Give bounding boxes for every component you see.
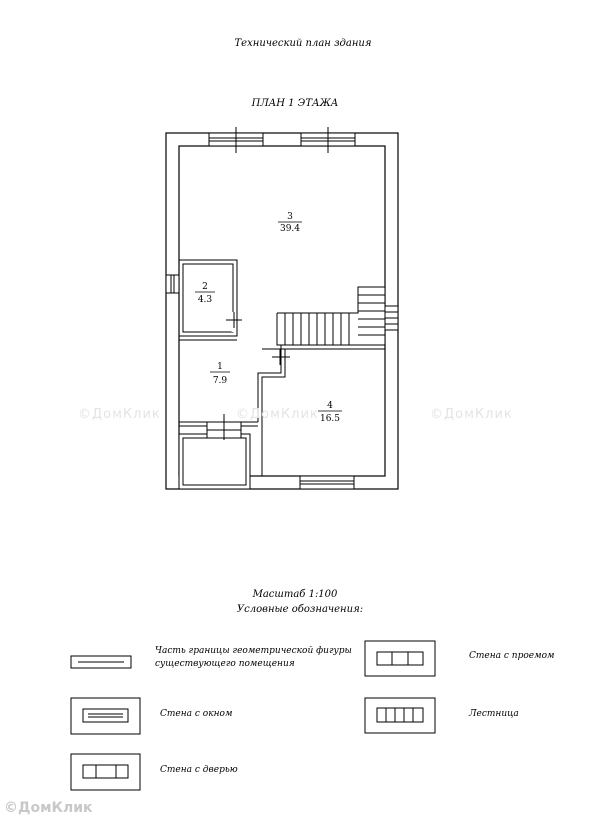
- watermark: ©ДомКлик: [236, 407, 319, 422]
- legend-opening-label: Стена с проемом: [469, 651, 555, 661]
- room-4-label: [318, 401, 342, 424]
- window-top-right: [301, 127, 355, 153]
- legend-stairs-label: Лестница: [469, 709, 519, 719]
- wall-opening-right: [385, 306, 398, 330]
- room-2-area: 4.3: [197, 295, 213, 305]
- vestibule: [179, 414, 250, 489]
- room-2-number: 2: [202, 282, 208, 292]
- legend-opening-symbol: [365, 641, 435, 676]
- room-1-number: 1: [217, 362, 223, 372]
- legend-door-symbol: [71, 754, 140, 790]
- window-top-left: [209, 127, 263, 153]
- watermark: ©ДомКлик: [430, 407, 513, 422]
- room-1-label: [210, 362, 230, 386]
- room-3-label: [278, 212, 302, 234]
- document-title: Технический план здания: [234, 38, 372, 49]
- legend-boundary-label: Часть границы геометрической фигуры существующего помещения: [155, 646, 352, 669]
- floor-title: ПЛАН 1 ЭТАЖА: [251, 98, 339, 109]
- legend-door-label: Стена с дверью: [160, 765, 238, 775]
- window-left: [166, 275, 179, 293]
- legend-boundary-symbol: [71, 656, 131, 668]
- legend-window-label: Стена с окном: [160, 709, 233, 719]
- stairs: [277, 287, 385, 345]
- room-3-area: 39.4: [279, 224, 301, 234]
- legend-title: Условные обозначения:: [236, 604, 364, 615]
- room-4-area: 16.5: [319, 414, 341, 424]
- room-2-label: [195, 282, 215, 305]
- room-3-number: 3: [287, 212, 293, 222]
- room-1-area: 7.9: [212, 376, 228, 386]
- watermark: ©ДомКлик: [78, 407, 161, 422]
- scale-label: Масштаб 1:100: [252, 589, 338, 600]
- legend-window-symbol: [71, 698, 140, 734]
- room-4-number: 4: [327, 401, 333, 411]
- legend-stairs-symbol: [365, 698, 435, 733]
- window-bottom: [300, 476, 354, 489]
- brand-logo: ©ДомКлик: [4, 800, 93, 816]
